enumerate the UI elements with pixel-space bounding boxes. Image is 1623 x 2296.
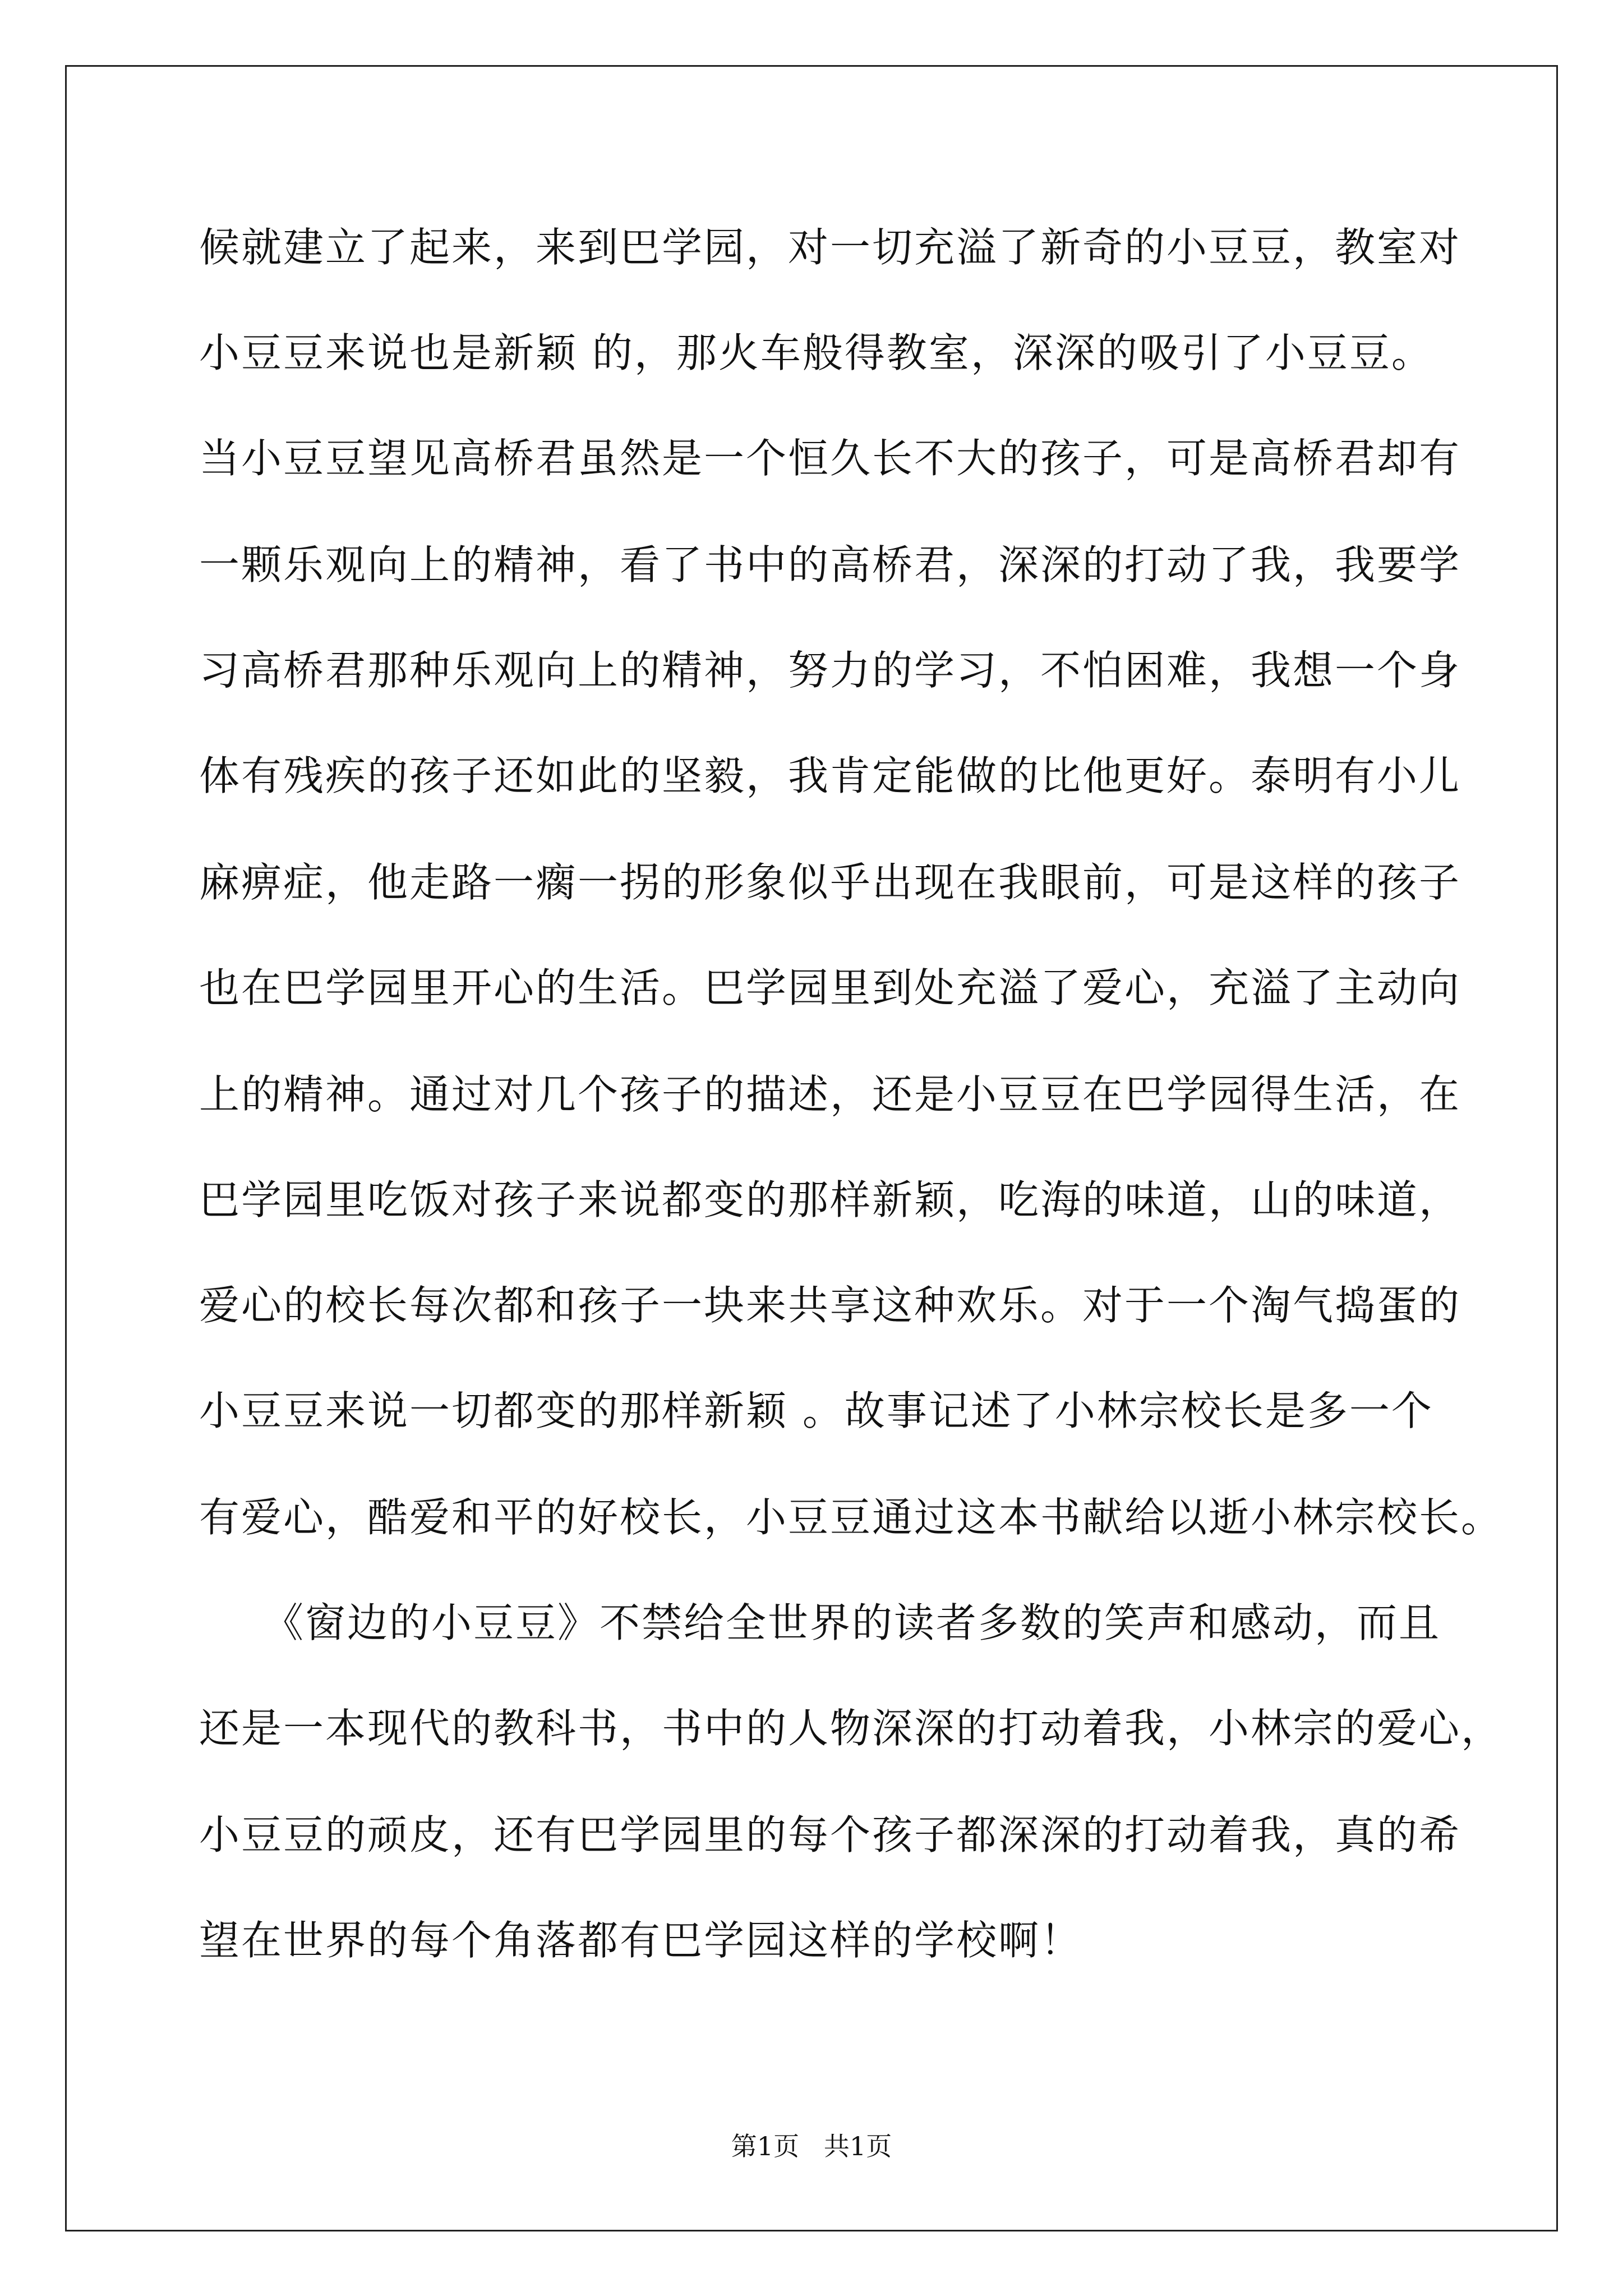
text-line: 爱心的校长每次都和孩子一块来共享这种欢乐。对于一个淘气捣蛋的	[199, 1282, 1461, 1329]
text-line: 上的精神。通过对几个孩子的描述，还是小豆豆在巴学园得生活，在	[199, 1071, 1461, 1118]
text-line: 《窗边的小豆豆》不禁给全世界的读者多数的笑声和感动，而且	[199, 1599, 1441, 1646]
text-line: 候就建立了起来，来到巴学园，对一切充溢了新奇的小豆豆，教室对	[199, 224, 1461, 271]
text-line: 一颗乐观向上的精神，看了书中的高桥君，深深的打动了我，我要学	[199, 541, 1461, 588]
text-line: 还是一本现代的教科书，书中的人物深深的打动着我，小林宗的爱心，	[199, 1705, 1504, 1752]
text-line: 巴学园里吃饭对孩子来说都变的那样新颖，吃海的味道，山的味道，	[199, 1176, 1461, 1223]
page-border	[65, 65, 1558, 2231]
text-line: 小豆豆的顽皮，还有巴学园里的每个孩子都深深的打动着我，真的希	[199, 1811, 1461, 1858]
text-line: 也在巴学园里开心的生活。巴学园里到处充溢了爱心，充溢了主动向	[199, 964, 1461, 1011]
text-line: 体有残疾的孩子还如此的坚毅，我肯定能做的比他更好。泰明有小儿	[199, 752, 1461, 799]
text-line: 望在世界的每个角落都有巴学园这样的学校啊！	[199, 1917, 1083, 1964]
text-line: 有爱心，酷爱和平的好校长，小豆豆通过这本书献给以逝小林宗校长。	[199, 1494, 1504, 1541]
text-line: 麻痹症，他走路一瘸一拐的形象似乎出现在我眼前，可是这样的孩子	[199, 859, 1461, 906]
page-number-footer: 第1页 共1页	[731, 2131, 892, 2161]
text-line: 小豆豆来说一切都变的那样新颖 。故事记述了小林宗校长是多一个	[199, 1387, 1433, 1434]
text-line: 小豆豆来说也是新颖 的，那火车般得教室，深深的吸引了小豆豆。	[199, 329, 1433, 376]
text-line: 习高桥君那种乐观向上的精神，努力的学习，不怕困难，我想一个身	[199, 647, 1461, 694]
text-line: 当小豆豆望见高桥君虽然是一个恒久长不大的孩子，可是高桥君却有	[199, 435, 1461, 482]
